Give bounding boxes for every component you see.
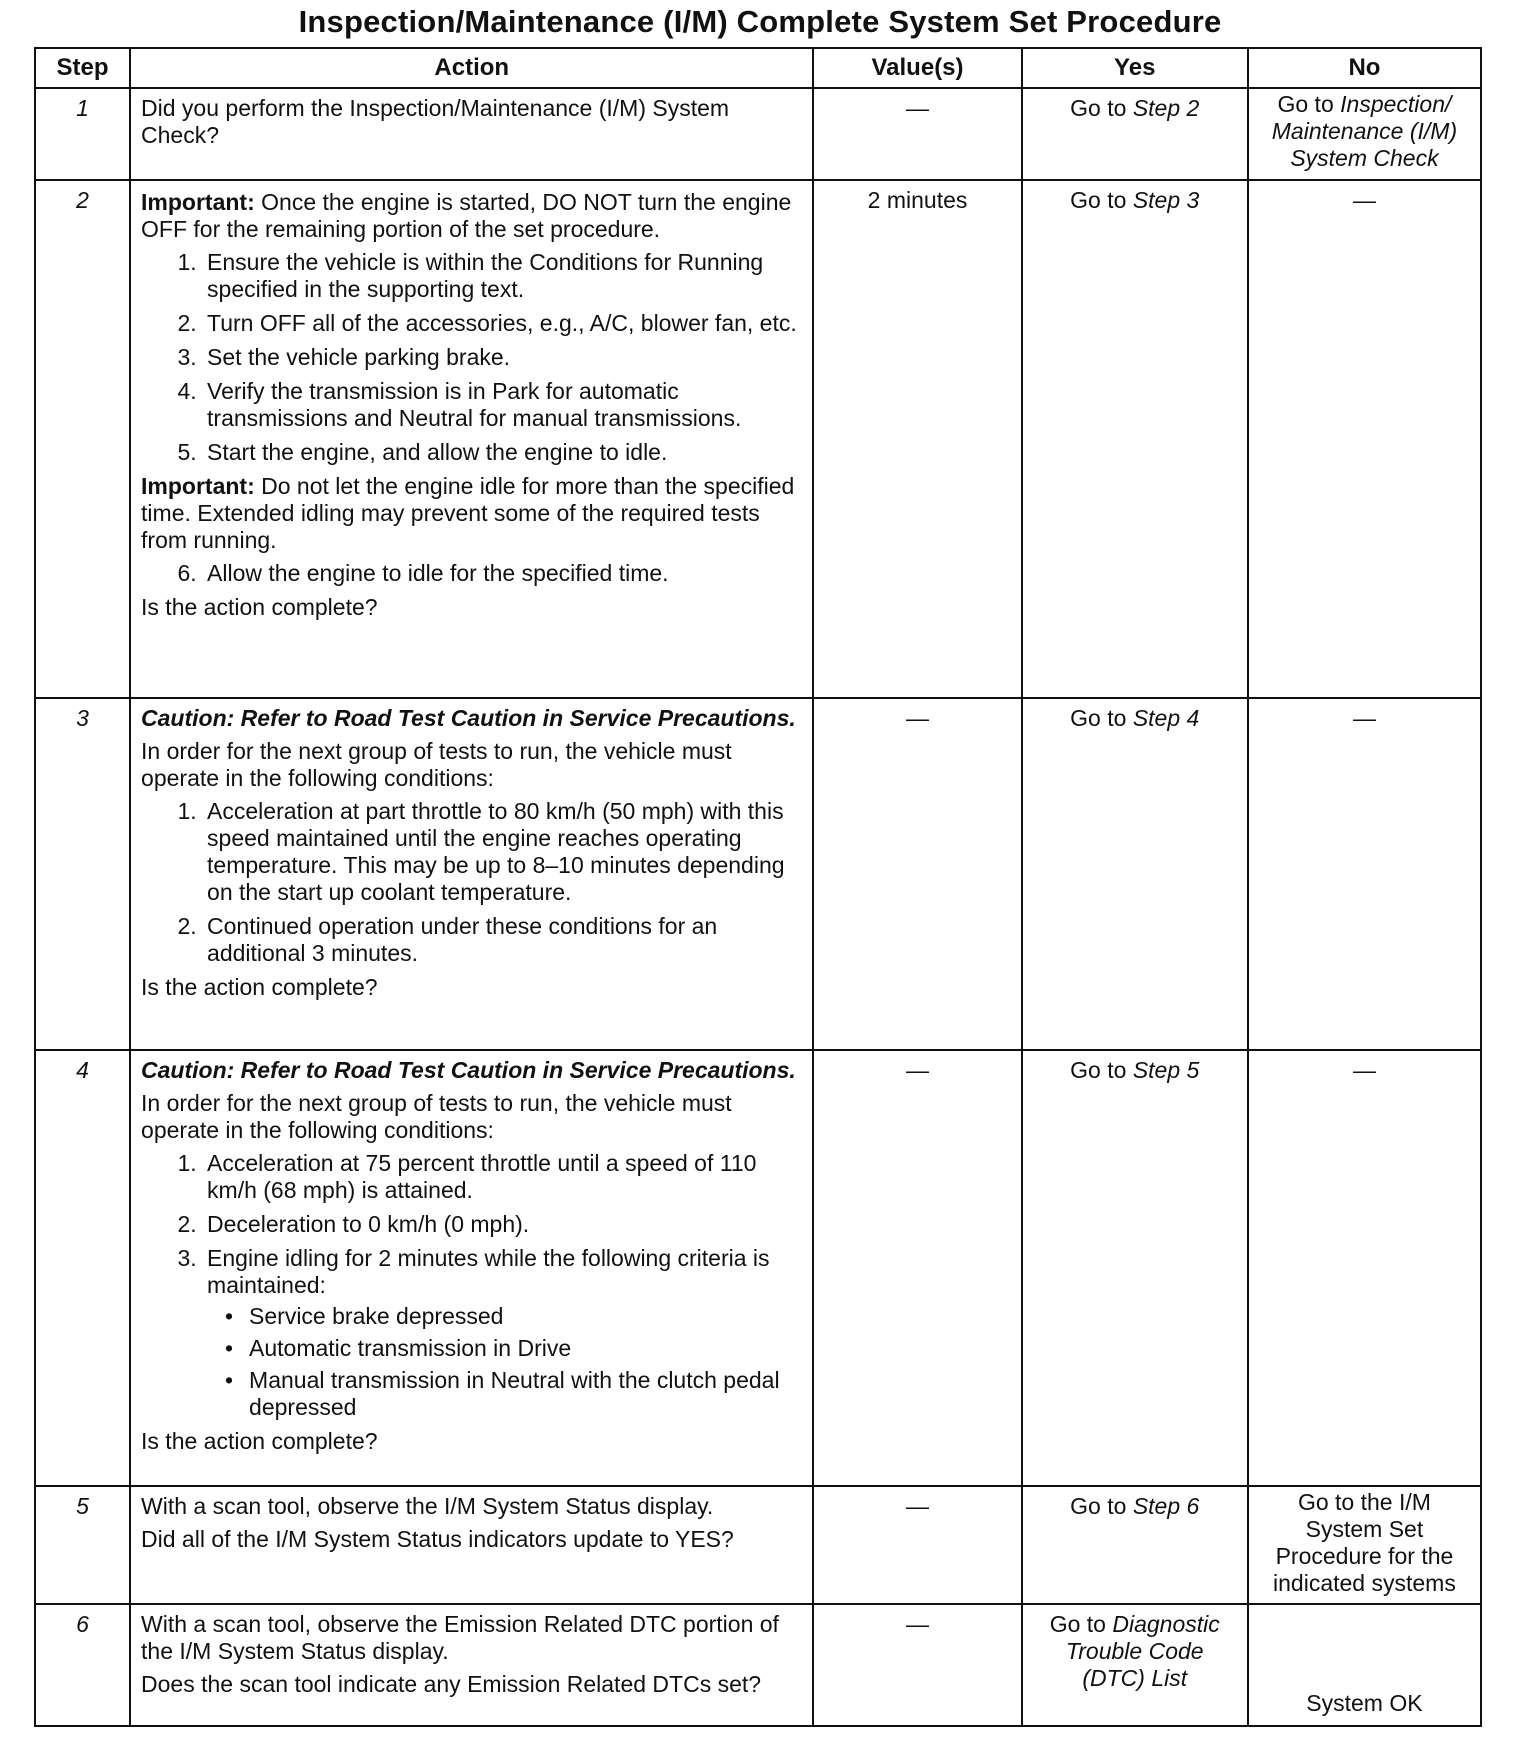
action-text: Did you perform the Inspection/Maintenance (I/M) System Check? — [141, 95, 730, 148]
step-number: 5 — [35, 1486, 130, 1604]
yes-cell — [1022, 180, 1248, 698]
value-cell: — — [813, 698, 1021, 1050]
action-list — [141, 249, 802, 466]
action-cell — [130, 698, 813, 1050]
list-item: 4. Verify the transmission is in Park for automatic transmissions and Neutral for manual transmissions. — [203, 378, 802, 432]
value-cell: — — [813, 1050, 1021, 1486]
action-cell — [130, 1604, 813, 1726]
yes-prefix: Go to — [1070, 1057, 1127, 1083]
action-list — [141, 798, 802, 967]
value-cell: — — [813, 88, 1021, 180]
page-title: Inspection/Maintenance (I/M) Complete System Set Procedure — [298, 4, 1222, 39]
table-row — [35, 180, 1481, 698]
list-item — [203, 1245, 802, 1421]
caution-note: Caution: Refer to Road Test Caution in Service Precautions. — [141, 1057, 796, 1083]
header-no: No — [1248, 48, 1481, 88]
action-question: Is the action complete? — [141, 974, 378, 1000]
header-row — [35, 48, 1481, 88]
action-text: With a scan tool, observe the I/M System Status display. — [141, 1493, 714, 1519]
yes-link[interactable]: Step 4 — [1132, 705, 1200, 731]
important-note — [141, 189, 802, 243]
yes-prefix: Go to — [1070, 187, 1127, 213]
list-item: 1. Ensure the vehicle is within the Conditions for Running specified in the supporting text. — [203, 249, 802, 303]
yes-prefix: Go to — [1049, 1611, 1106, 1637]
table-row — [35, 1486, 1481, 1604]
yes-link[interactable]: Diagnostic Trouble Code (DTC) List — [1065, 1611, 1220, 1691]
header-step: Step — [35, 48, 130, 88]
step-number: 2 — [35, 180, 130, 698]
bullet-item: • Manual transmission in Neutral with the clutch pedal depressed — [245, 1367, 802, 1421]
list-item: 2. Turn OFF all of the accessories, e.g., A/C, blower fan, etc. — [203, 310, 802, 337]
action-cell — [130, 180, 813, 698]
action-question: Did all of the I/M System Status indicators update to YES? — [141, 1526, 734, 1552]
list-item: 6. Allow the engine to idle for the specified time. — [203, 560, 802, 587]
no-prefix: Go to — [1277, 91, 1334, 117]
table-row — [35, 698, 1481, 1050]
yes-cell — [1022, 698, 1248, 1050]
action-list — [141, 1150, 802, 1421]
yes-prefix: Go to — [1070, 705, 1127, 731]
step-number: 1 — [35, 88, 130, 180]
important-text: Once the engine is started, DO NOT turn the engine OFF for the remaining portion of the set procedure. — [141, 189, 792, 242]
important-text: Do not let the engine idle for more than the specified time. Extended idling may prevent some of the required tests from running. — [141, 473, 795, 553]
yes-cell — [1022, 1486, 1248, 1604]
no-cell: — — [1248, 180, 1481, 698]
header-action: Action — [130, 48, 813, 88]
list-item: 2. Deceleration to 0 km/h (0 mph). — [203, 1211, 802, 1238]
no-cell: — — [1248, 698, 1481, 1050]
action-text: With a scan tool, observe the Emission Related DTC portion of the I/M System Status display. — [141, 1611, 779, 1664]
step-number: 4 — [35, 1050, 130, 1486]
no-link[interactable]: Inspection/ Maintenance (I/M) System Check — [1271, 91, 1458, 171]
value-cell: — — [813, 1604, 1021, 1726]
procedure-table — [34, 47, 1482, 1727]
bullet-list — [207, 1303, 802, 1421]
yes-link[interactable]: Step 2 — [1132, 95, 1200, 121]
action-intro: In order for the next group of tests to run, the vehicle must operate in the following conditions: — [141, 1090, 732, 1143]
step-number: 3 — [35, 698, 130, 1050]
header-values: Value(s) — [813, 48, 1021, 88]
important-note — [141, 473, 802, 554]
caution-note: Caution: Refer to Road Test Caution in Service Precautions. — [141, 705, 796, 731]
value-cell: — — [813, 1486, 1021, 1604]
yes-prefix: Go to — [1070, 1493, 1127, 1519]
action-intro: In order for the next group of tests to run, the vehicle must operate in the following conditions: — [141, 738, 732, 791]
important-label: Important: — [141, 189, 255, 215]
action-cell — [130, 1050, 813, 1486]
list-item: 2. Continued operation under these conditions for an additional 3 minutes. — [203, 913, 802, 967]
action-cell — [130, 1486, 813, 1604]
list-item: 1. Acceleration at part throttle to 80 km/h (50 mph) with this speed maintained until the engine reaches operating temperature. This may be up to 8–10 minutes depending on the start up coolant temperature. — [203, 798, 802, 906]
action-list — [141, 560, 802, 587]
no-cell: — — [1248, 1050, 1481, 1486]
yes-cell — [1022, 1604, 1248, 1726]
no-cell — [1248, 88, 1481, 180]
action-question: Is the action complete? — [141, 594, 378, 620]
table-row — [35, 1050, 1481, 1486]
yes-cell — [1022, 88, 1248, 180]
action-cell — [130, 88, 813, 180]
yes-link[interactable]: Step 6 — [1132, 1493, 1200, 1519]
table-row — [35, 88, 1481, 180]
table-row — [35, 1604, 1481, 1726]
yes-prefix: Go to — [1070, 95, 1127, 121]
yes-link[interactable]: Step 3 — [1132, 187, 1200, 213]
yes-link[interactable]: Step 5 — [1132, 1057, 1200, 1083]
no-cell: Go to the I/M System Set Procedure for the indicated systems — [1248, 1486, 1481, 1604]
action-question: Is the action complete? — [141, 1428, 378, 1454]
header-yes: Yes — [1022, 48, 1248, 88]
list-item: 3. Set the vehicle parking brake. — [203, 344, 802, 371]
list-item: 5. Start the engine, and allow the engine to idle. — [203, 439, 802, 466]
no-cell: System OK — [1248, 1604, 1481, 1726]
value-cell: 2 minutes — [813, 180, 1021, 698]
step-number: 6 — [35, 1604, 130, 1726]
yes-cell — [1022, 1050, 1248, 1486]
list-item: 1. Acceleration at 75 percent throttle until a speed of 110 km/h (68 mph) is attained. — [203, 1150, 802, 1204]
important-label: Important: — [141, 473, 255, 499]
action-question: Does the scan tool indicate any Emission Related DTCs set? — [141, 1671, 762, 1697]
bullet-item: • Service brake depressed — [245, 1303, 802, 1330]
bullet-item: • Automatic transmission in Drive — [245, 1335, 802, 1362]
list-item-text: Engine idling for 2 minutes while the following criteria is maintained: — [207, 1245, 770, 1298]
